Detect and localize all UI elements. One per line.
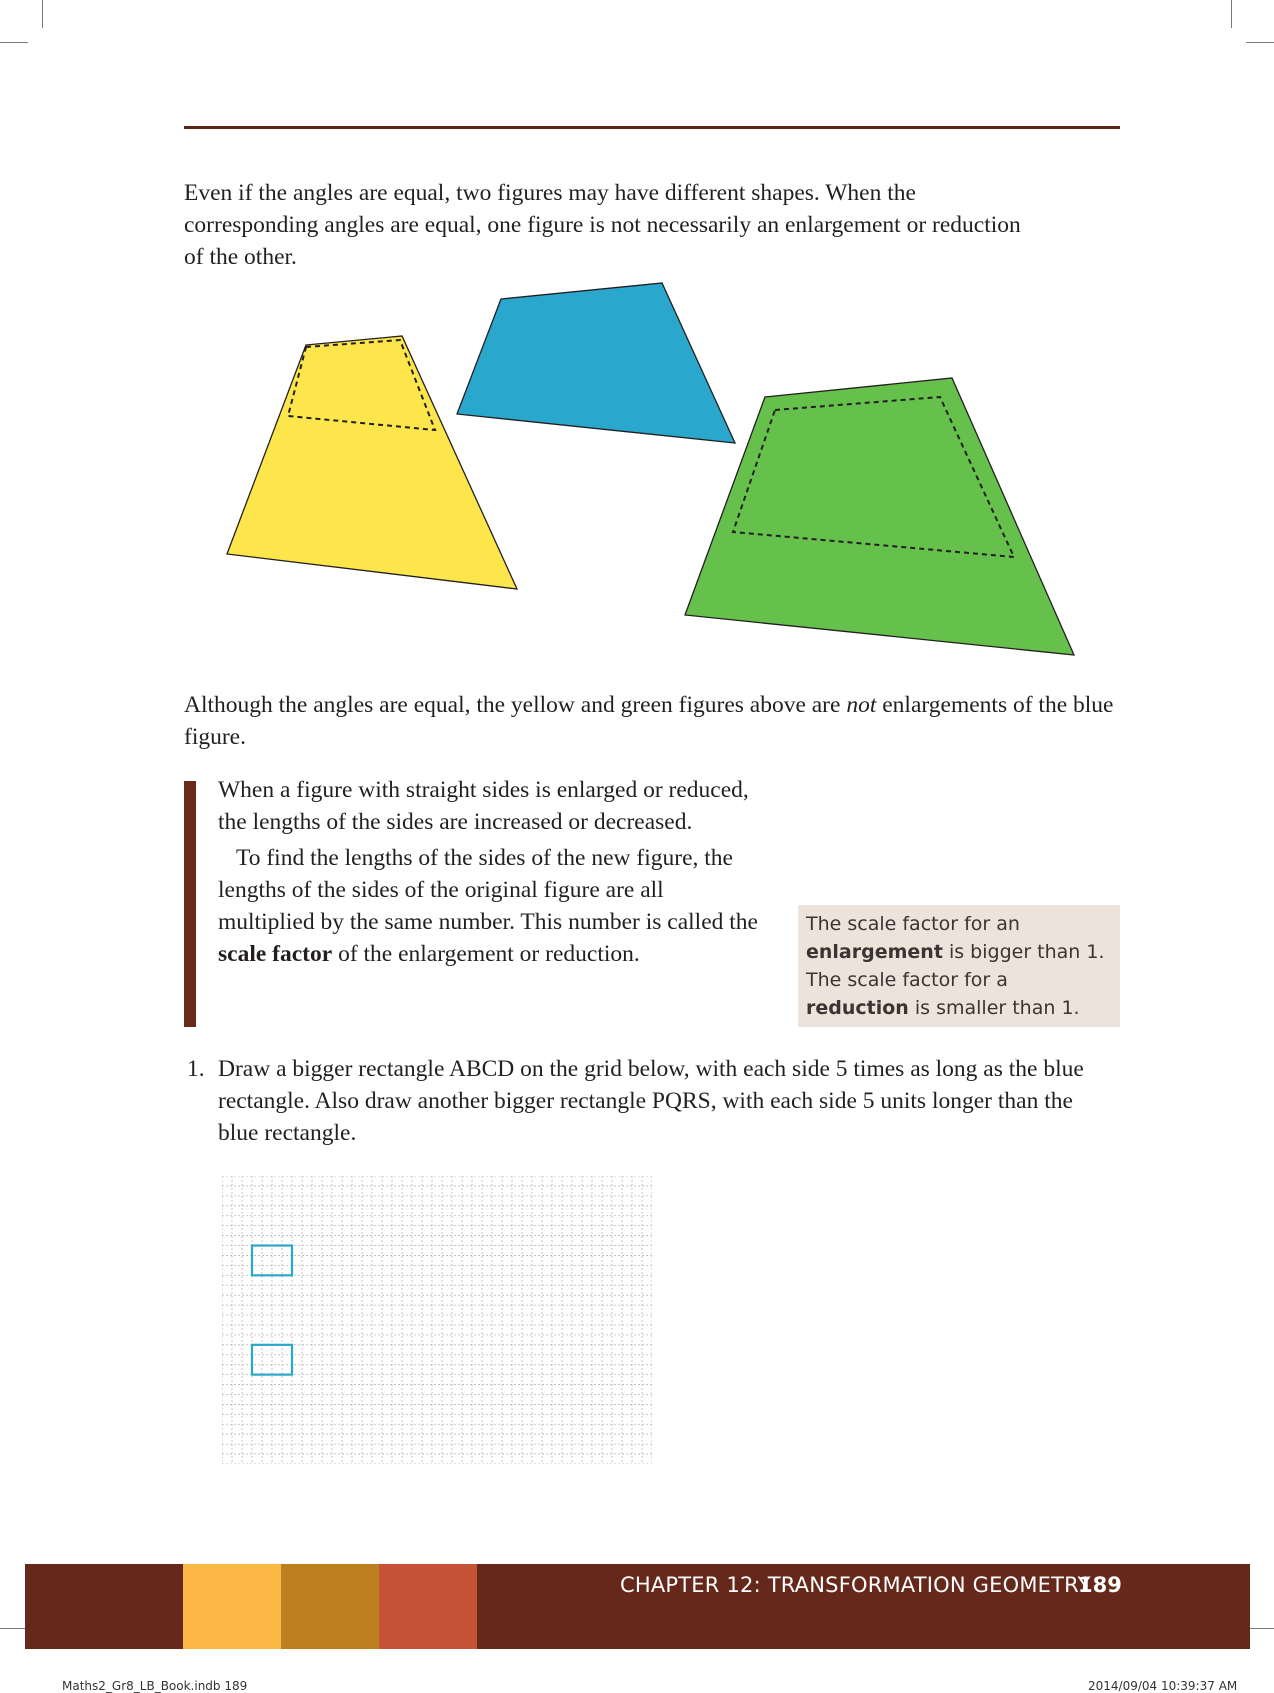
para2-text-end: enlargements of the blue figure.: [184, 692, 1114, 750]
para2-emphasis: not: [846, 692, 877, 718]
chapter-title: CHAPTER 12: TRANSFORMATION GEOMETRY: [620, 1573, 1091, 1597]
trapezoid-figures: [180, 270, 1100, 670]
crop-mark: [1246, 1628, 1274, 1629]
note-text: is bigger than 1. The scale factor for a: [806, 941, 1105, 991]
page-number: 189: [1078, 1573, 1122, 1597]
crop-mark: [1231, 0, 1232, 28]
drawing-grid[interactable]: [222, 1176, 652, 1464]
scale-factor-note: [798, 905, 1120, 1027]
para2-text: Although the angles are equal, the yellow and green figures above are: [184, 692, 847, 718]
definition-paragraph-2: [218, 842, 758, 970]
question-text: Draw a bigger rectangle ABCD on the grid below, with each side 5 times as long as the blue rectangle. Also draw another bigger rectangle PQRS, with each side 5 units longer than the blue rectangle.: [218, 1056, 1084, 1146]
note-text: The scale factor for an: [806, 913, 1020, 935]
footer-band-red: [379, 1564, 477, 1649]
note-enlargement-term: enlargement: [806, 941, 943, 963]
note-text: is smaller than 1.: [908, 997, 1080, 1019]
crop-mark: [0, 1628, 28, 1629]
crop-mark: [0, 42, 28, 43]
scale-factor-term: scale factor: [218, 941, 333, 967]
definition-box: [218, 774, 758, 970]
footer-band-orange: [183, 1564, 281, 1649]
definition-text: To find the lengths of the sides of the new figure, the lengths of the sides of the original figure are all multiplied by the same number. This number is called the: [218, 845, 758, 935]
date-slug: 2014/09/04 10:39:37 AM: [1088, 1679, 1238, 1693]
header-rule: [184, 126, 1120, 129]
question-number: 1.: [187, 1056, 205, 1082]
green-trapezoid: [685, 378, 1074, 655]
note-reduction-term: reduction: [806, 997, 909, 1019]
crop-mark: [1246, 42, 1274, 43]
footer-band-ochre: [281, 1564, 379, 1649]
file-slug: Maths2_Gr8_LB_Book.indb 189: [62, 1679, 248, 1693]
intro-paragraph: Even if the angles are equal, two figures may have different shapes. When the corresponding angles are equal, one figure is not necessarily an enlargement or reduction of the other.: [184, 180, 1021, 270]
definition-text-end: of the enlargement or reduction.: [332, 941, 640, 967]
blue-trapezoid: [457, 283, 735, 443]
definition-bar: [184, 781, 196, 1027]
definition-paragraph-1: When a figure with straight sides is enlarged or reduced, the lengths of the sides are increased or decreased.: [218, 777, 749, 835]
crop-mark: [42, 0, 43, 28]
equal-angles-paragraph: [184, 689, 1114, 753]
